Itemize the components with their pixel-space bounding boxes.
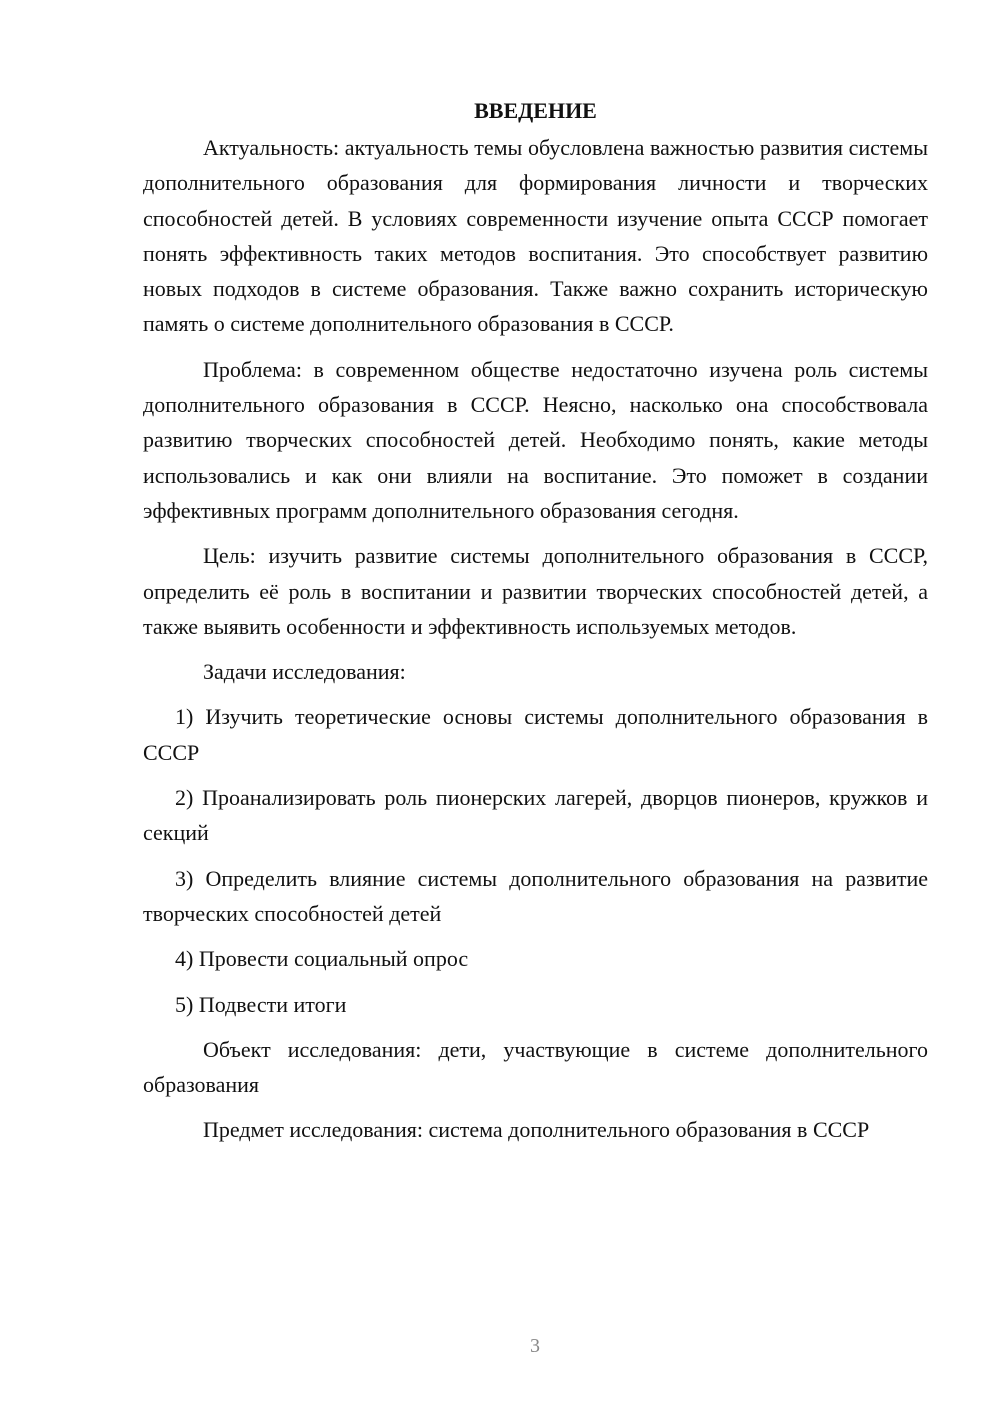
task-item: 5) Подвести итоги [175,991,347,1017]
object-paragraph: Объект исследования: дети, участвующие в системе дополнительного образования [143,1036,928,1098]
task-item: 3) Определить влияние системы дополнительного образования на развитие творческих способностей детей [143,865,928,926]
page-content [143,96,928,1158]
relevance-paragraph: Актуальность: актуальность темы обусловлена важностью развития системы дополнительного образования для формирования личности и творческих способностей детей. В условиях современности изучение опыта СССР помогает понять эффективность таких методов воспитания. Это способствует развитию новых подходов в системе образования. Также важно сохранить историческую память о системе дополнительного образования в СССР. [143,135,928,337]
subject-paragraph: Предмет исследования: система дополнительного образования в СССР [203,1117,870,1143]
problem-paragraph: Проблема: в современном обществе недостаточно изучена роль системы дополнительного образования в СССР. Неясно, насколько она способствовала развитию творческих способностей детей. Необходимо понять, какие методы использовались и как они влияли на воспитание. Это поможет в создании эффективных программ дополнительного образования сегодня. [143,356,928,523]
task-item: 4) Провести социальный опрос [175,946,469,972]
page-number: 3 [530,1335,540,1357]
tasks-heading: Задачи исследования: [203,659,406,685]
task-item: 2) Проанализировать роль пионерских лагерей, дворцов пионеров, кружков и секций [143,785,928,846]
task-item: 1) Изучить теоретические основы системы дополнительного образования в СССР [143,704,928,765]
section-title: ВВЕДЕНИЕ [474,98,597,123]
tasks-list [143,699,928,1021]
goal-paragraph: Цель: изучить развитие системы дополнительного образования в СССР, определить её роль в воспитании и развитии творческих способностей детей, а также выявить особенности и эффективность используемых методов. [143,543,928,639]
